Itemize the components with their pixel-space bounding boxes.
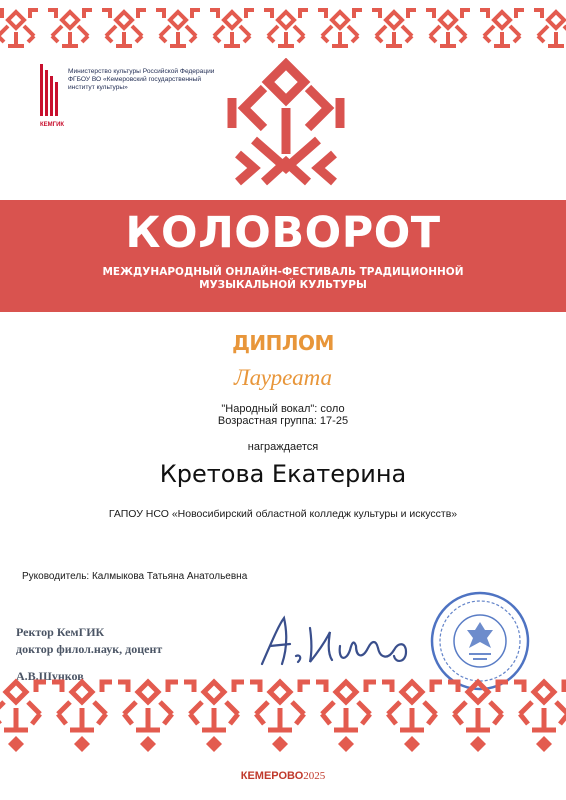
- recipient-name: Кретова Екатерина: [159, 460, 407, 488]
- festival-subtitle-line-2: МУЗЫКАЛЬНОЙ КУЛЬТУРЫ: [199, 279, 367, 291]
- nomination-block: [0, 403, 566, 427]
- festival-name: КОЛОВОРОТ: [125, 208, 441, 258]
- ministry-line-1: Министерство культуры Российской Федерации: [68, 68, 215, 75]
- top-ornament-band: [0, 0, 566, 58]
- rector-block: [16, 624, 162, 658]
- footer: [0, 770, 566, 782]
- rector-name: А.В.Шунков: [16, 669, 84, 683]
- festival-subtitle: [80, 266, 486, 292]
- kemgik-logo-icon: [40, 64, 62, 120]
- footer-year: 2025: [303, 770, 326, 782]
- awarded-text: награждается: [247, 441, 319, 453]
- supervisor: Руководитель: Калмыкова Татьяна Анатольевна: [22, 571, 248, 582]
- nomination: "Народный вокал": соло: [221, 403, 345, 415]
- festival-emblem-icon: [224, 58, 348, 200]
- rector-degree: доктор филол.наук, доцент: [16, 642, 163, 656]
- festival-banner: [0, 200, 566, 312]
- institution: ГАПОУ НСО «Новосибирский областной колледж культуры и искусств»: [108, 508, 458, 520]
- diploma-degree: Лауреата: [234, 365, 332, 390]
- diploma-title: ДИПЛОМ: [232, 331, 334, 355]
- ministry-line-2: ФГБОУ ВО «Кемеровский государственный: [68, 76, 202, 83]
- kemgik-logo-label: КЕМГИК: [40, 122, 65, 128]
- rector-title: Ректор КемГИК: [16, 625, 105, 639]
- footer-city: КЕМЕРОВО: [240, 770, 304, 782]
- age-group: Возрастная группа: 17-25: [217, 415, 349, 427]
- bottom-ornament-band: [0, 664, 566, 764]
- festival-subtitle-line-1: МЕЖДУНАРОДНЫЙ ОНЛАЙН-ФЕСТИВАЛЬ ТРАДИЦИОННОЙ: [102, 266, 464, 278]
- ministry-line-3: институт культуры»: [68, 84, 128, 91]
